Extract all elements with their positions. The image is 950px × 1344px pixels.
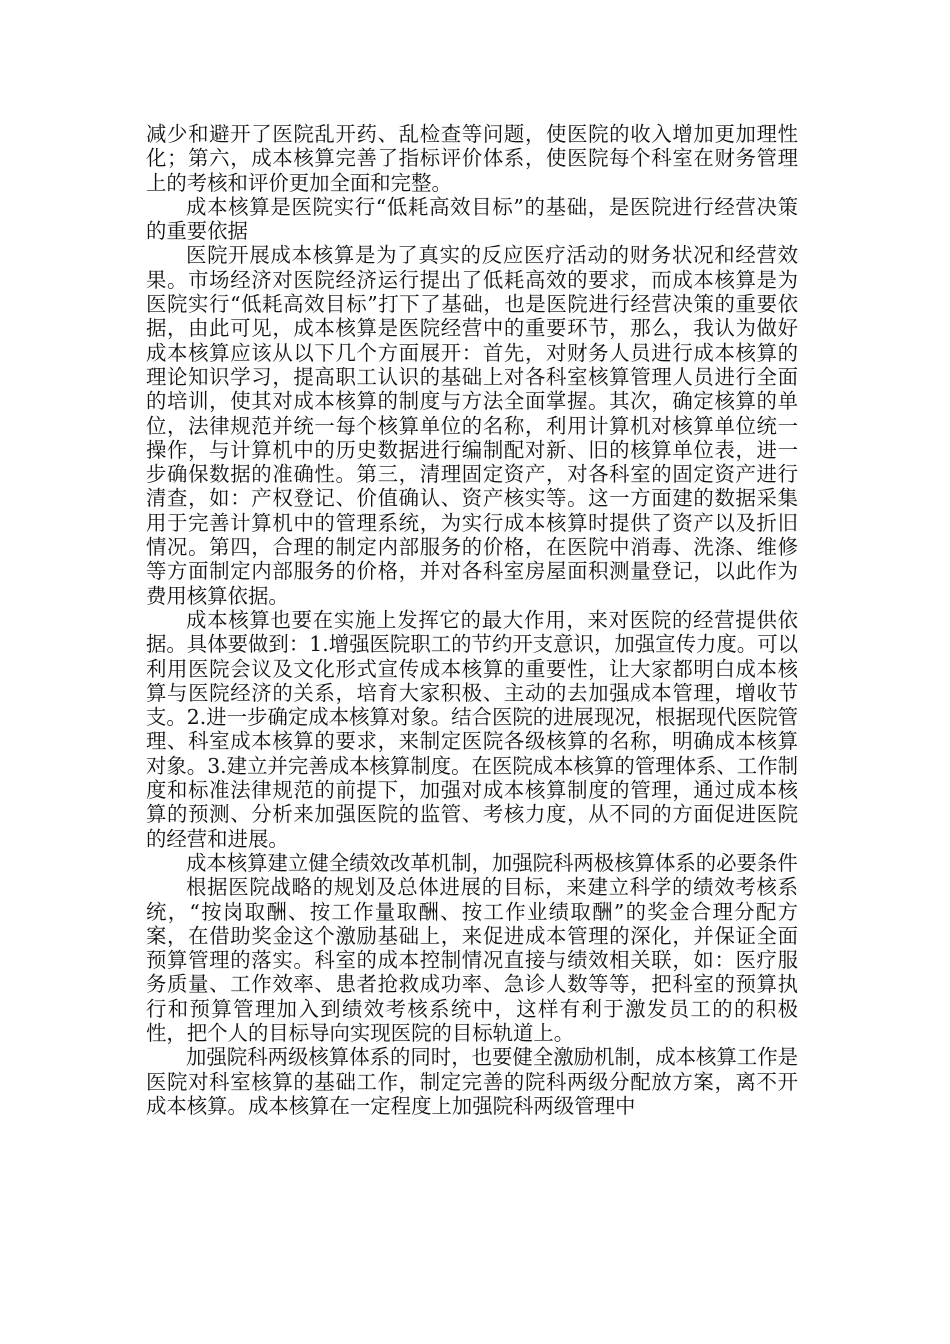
section-heading-performance-reform: 成本核算建立健全绩效改革机制，加强院科两极核算体系的必要条件	[186, 850, 798, 875]
paragraph-cost-accounting-steps: 医院开展成本核算是为了真实的反应医疗活动的财务状况和经营效果。市场经济对医院经济运行提出了低耗高效的要求，而成本核算是为医院实行“低耗高效目标”打下了基础，也是医院进行经营决策的重要依据，由此可见，成本核算是医院经营中的重要环节，那么，我认为做好成本核算应该从以下几个方面展开：首先，对财务人员进行成本核算的理论知识学习，提高职工认识的基础上对各科室核算管理人员进行全面的培训，使其对成本核算的制度与方法全面掌握。其次，确定核算的单位，法律规范并统一每个核算单位的名称，利用计算机对核算单位统一操作，与计算机中的历史数据进行编制配对新、旧的核算单位表，进一步确保数据的准确性。第三，清理固定资产，对各科室的固定资产进行清查，如：产权登记、价值确认、资产核实等。这一方面建的数据采集用于完善计算机中的管理系统，为实行成本核算时提供了资产以及折旧情况。第四，合理的制定内部服务的价格，在医院中消毒、洗涤、维修等方面制定内部服务的价格，并对各科室房屋面积测量登记，以此作为费用核算依据。	[146, 243, 798, 608]
paragraph-implementation-measures: 成本核算也要在实施上发挥它的最大作用，来对医院的经营提供依据。具体要做到：1.增强医院职工的节约开支意识，加强宣传力度。可以利用医院会议及文化形式宣传成本核算的重要性，让大家都明白成本核算与医院经济的关系，培育大家积极、主动的去加强成本管理，增收节支。2.进一步确定成本核算对象。结合医院的进展现况，根据现代医院管理、科室成本核算的要求，来制定医院各级核算的名称，明确成本核算对象。3.建立并完善成本核算制度。在医院成本核算的管理体系、工作制度和标准法律规范的前提下，加强对成本核算制度的管理，通过成本核算的预测、分析来加强医院的监管、考核力度，从不同的方面促进医院的经营和进展。	[146, 607, 798, 851]
paragraph-continuation: 减少和避开了医院乱开药、乱检查等问题，使医院的收入增加更加理性化；第六，成本核算完善了指标评价体系，使医院每个科室在财务管理上的考核和评价更加全面和完整。	[146, 122, 798, 195]
paragraph-performance-system: 根据医院战略的规划及总体进展的目标，来建立科学的绩效考核系统，“按岗取酬、按工作量取酬、按工作业绩取酬”的奖金合理分配方案，在借助奖金这个激励基础上，来促进成本管理的深化，并保证全面预算管理的落实。科室的成本控制情况直接与绩效相关联，如：医疗服务质量、工作效率、患者抢救成功率、急诊人数等等，把科室的预算执行和预算管理加入到绩效考核系统中，这样有利于激发员工的的积极性，把个人的目标导向实现医院的目标轨道上。	[146, 875, 798, 1045]
document-body	[146, 122, 798, 1118]
paragraph-incentive-mechanism: 加强院科两级核算体系的同时，也要健全激励机制，成本核算工作是医院对科室核算的基础工作，制定完善的院科两级分配放方案，离不开成本核算。成本核算在一定程度上加强院科两级管理中	[146, 1045, 798, 1118]
section-heading-low-cost-target: 成本核算是医院实行“低耗高效目标”的基础，是医院进行经营决策的重要依据	[146, 194, 798, 244]
